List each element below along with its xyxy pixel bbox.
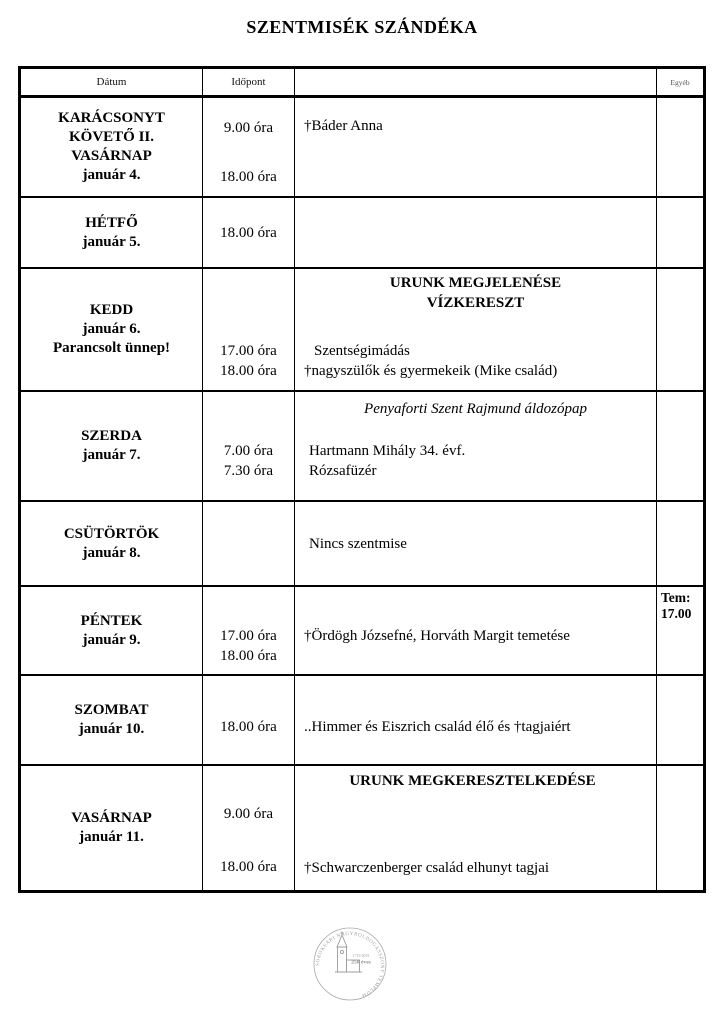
day-line: HÉTFŐ [85, 214, 138, 231]
time-line: 7.00 óra [223, 443, 274, 459]
day-line: KÖVETŐ II. [68, 129, 155, 145]
time-line: 18.00 óra [220, 859, 277, 875]
table-row [21, 196, 703, 267]
seal-outer-circle [314, 928, 386, 1000]
date-cell [21, 392, 203, 500]
intention-line: †Ördögh Józsefné, Horváth Margit temetése [304, 628, 570, 644]
time-line: 18.00 óra [220, 363, 277, 379]
day-line: KEDD [89, 302, 134, 318]
date-cell [21, 269, 203, 390]
intention-cell [295, 676, 657, 764]
feast-line: URUNK MEGJELENÉSE [389, 275, 562, 291]
day-line: január 9. [82, 631, 141, 648]
other-cell [657, 98, 703, 196]
day-line: január 6. [82, 321, 141, 337]
other-cell [657, 766, 703, 890]
other-cell [657, 392, 703, 500]
time-cell [203, 502, 295, 585]
seal-years: 1719-2019 [352, 954, 370, 958]
date-cell [21, 587, 203, 674]
time-line: 18.00 óra [220, 648, 277, 664]
table-row [21, 390, 703, 500]
seal-ring-text: SOROKSÁRI NAGYBOLDOGASSZONY TEMPLOM [315, 931, 385, 998]
feast-line: URUNK MEGKERESZTELKEDÉSE [349, 773, 596, 789]
feast-line: Penyaforti Szent Rajmund áldozópap [364, 401, 587, 417]
day-line: SZOMBAT [74, 702, 149, 718]
column-header-intention [295, 69, 657, 95]
time-line: 18.00 óra [220, 718, 277, 735]
feast-heading [295, 273, 656, 313]
intention-block [295, 441, 656, 481]
table-header-row [21, 69, 703, 95]
day-line: CSÜTÖRTÖK [63, 525, 160, 542]
other-cell [657, 502, 703, 585]
day-line: SZERDA [81, 428, 142, 444]
table-row [21, 267, 703, 390]
intention-cell [295, 269, 657, 390]
column-header-other: Egyéb [670, 77, 690, 87]
intention-line: Nincs szentmise [309, 535, 407, 552]
time-line: 9.00 óra [223, 806, 274, 822]
intention-cell [295, 766, 657, 890]
day-line: január 11. [79, 829, 144, 845]
day-line: VASÁRNAP [71, 148, 152, 164]
day-line: VASÁRNAP [71, 810, 152, 826]
page-title: SZENTMISÉK SZÁNDÉKA [246, 17, 478, 37]
day-line: január 8. [82, 544, 141, 561]
intention-line: Hartmann Mihály 34. évf. [309, 443, 466, 459]
date-cell [21, 98, 203, 196]
intention-cell [295, 98, 657, 196]
intention-line: Rózsafüzér [309, 463, 377, 479]
column-header-time: Időpont [203, 69, 295, 95]
time-line: 7.30 óra [223, 463, 274, 479]
time-line: 9.00 óra [223, 120, 274, 136]
table-row [21, 585, 703, 674]
time-cell [203, 269, 295, 390]
day-line: január 10. [78, 721, 145, 737]
column-header-date: Dátum [21, 69, 203, 95]
intention-cell [295, 392, 657, 500]
day-line: január 5. [82, 233, 141, 250]
time-cell [203, 766, 295, 890]
intention-line: Szentségimádás [314, 343, 410, 359]
other-cell [657, 587, 703, 674]
feast-line: VÍZKERESZT [426, 295, 525, 311]
time-line: 18.00 óra [220, 224, 277, 241]
other-line: 17.00 [661, 606, 692, 621]
intention-line: ..Himmer és Eiszrich család élő és †tagjaiért [304, 718, 571, 735]
intention-block [295, 341, 656, 381]
other-line: Tem: [661, 590, 691, 605]
time-line: 17.00 óra [220, 343, 277, 359]
date-cell [21, 198, 203, 267]
intention-cell [295, 502, 657, 585]
other-cell [657, 676, 703, 764]
day-line: KARÁCSONYT [58, 110, 165, 126]
time-cell [203, 587, 295, 674]
intention-cell [295, 198, 657, 267]
time-line: 18.00 óra [220, 169, 277, 185]
intention-line: †Schwarczenberger család elhunyt tagjai [304, 860, 550, 876]
table-row [21, 95, 703, 196]
parish-seal-stamp [312, 926, 388, 1002]
time-cell [203, 392, 295, 500]
intention-cell [295, 587, 657, 674]
other-cell [657, 198, 703, 267]
svg-text:SOROKSÁRI NAGYBOLDOGASSZONY TE [316, 932, 384, 998]
date-cell [21, 766, 203, 890]
table-row [21, 674, 703, 764]
time-line: 17.00 óra [220, 628, 277, 644]
time-cell [203, 98, 295, 196]
mass-intentions-table [18, 66, 706, 893]
intention-line: †nagyszülők és gyermekeik (Mike család) [304, 363, 558, 379]
date-cell [21, 676, 203, 764]
seal-anniversary: 250 éves [351, 959, 371, 966]
table-row [21, 500, 703, 585]
day-line: január 4. [82, 167, 141, 183]
time-cell [203, 198, 295, 267]
day-line: január 7. [82, 447, 141, 463]
table-row [21, 764, 703, 890]
time-cell [203, 676, 295, 764]
date-cell [21, 502, 203, 585]
other-cell [657, 269, 703, 390]
intention-line: †Báder Anna [304, 118, 383, 134]
day-line: PÉNTEK [80, 612, 143, 629]
day-line: Parancsolt ünnep! [52, 340, 171, 356]
